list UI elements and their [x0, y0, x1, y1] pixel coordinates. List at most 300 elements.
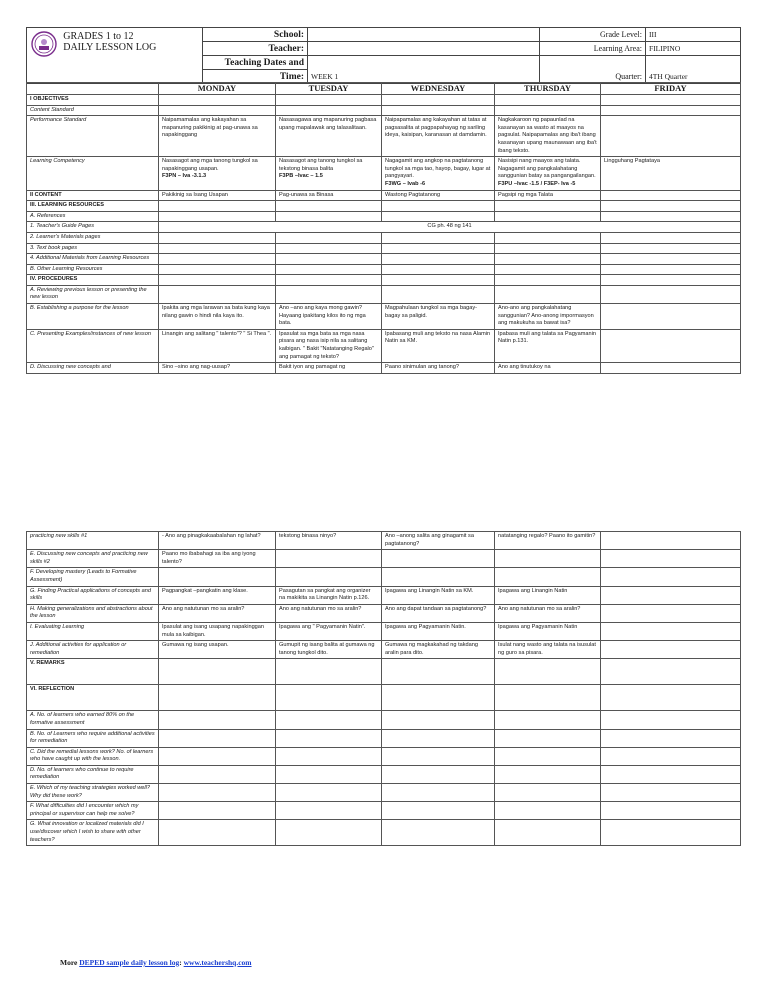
- row-label: A. Reviewing previous lesson or presenting the new lesson: [27, 285, 159, 303]
- day-cell[interactable]: [601, 254, 741, 265]
- day-cell[interactable]: [382, 304, 495, 330]
- day-cell[interactable]: [495, 304, 601, 330]
- cell-text: natatanging regalo? Paano ito gamitin?: [498, 533, 596, 539]
- competency-code: F3PB –Ivac – 1.5: [279, 173, 323, 180]
- row-label: 3. Text book pages: [27, 243, 159, 254]
- day-cell[interactable]: [276, 568, 382, 586]
- row-label: G. What innovation or localized materials did I use/discover which I wish to share with other teachers?: [27, 820, 159, 846]
- day-cell[interactable]: [495, 329, 601, 362]
- row-label: C. Did the remedial lessons work? No. of learners who have caught up with the lesson.: [27, 747, 159, 765]
- day-cell[interactable]: [382, 116, 495, 157]
- day-cell[interactable]: [601, 95, 741, 106]
- row-label: Content Standard: [27, 105, 159, 116]
- cell-text: Gumupit ng isang balita at gumawa ng tanong tungkol dito.: [279, 642, 375, 656]
- day-cell[interactable]: [382, 622, 495, 640]
- day-cell[interactable]: [276, 641, 382, 659]
- day-header: WEDNESDAY: [382, 83, 495, 95]
- cell-text: Sino –sino ang nag-uusap?: [162, 364, 231, 371]
- day-cell[interactable]: [601, 729, 741, 747]
- day-cell[interactable]: [382, 784, 495, 802]
- cell-text: Linangin ang salitang " talento"? " Si Thea ".: [162, 330, 272, 337]
- day-cell[interactable]: [159, 285, 276, 303]
- row-label: VI. REFLECTION: [27, 685, 159, 711]
- cell-text: Ano ang dapat tandaan sa pagtatanong?: [385, 605, 487, 612]
- table-row: [27, 363, 741, 374]
- dates-label: Teaching Dates and: [203, 56, 308, 70]
- day-cell[interactable]: [159, 550, 276, 568]
- cell-text: Ano ang natutunan mo sa aralin?: [162, 605, 245, 612]
- table-row: [27, 304, 741, 330]
- day-cell[interactable]: [495, 685, 601, 711]
- table-row: [27, 802, 741, 820]
- day-cell[interactable]: [382, 285, 495, 303]
- cell-text: Ano-ano ang pangkalahatang sanggunian? Ano-anong impormasyon ang makukuha sa bawat isa?: [498, 305, 594, 327]
- day-cell[interactable]: [601, 784, 741, 802]
- day-cell[interactable]: [382, 190, 495, 201]
- teachershq-link[interactable]: www.teachershq.com: [183, 958, 252, 967]
- day-cell[interactable]: [495, 586, 601, 604]
- teacher-field[interactable]: [308, 42, 540, 56]
- day-cell[interactable]: [601, 211, 741, 222]
- day-cell[interactable]: [382, 329, 495, 362]
- school-label: School:: [203, 28, 308, 42]
- day-cell[interactable]: [276, 329, 382, 362]
- day-cell[interactable]: [495, 820, 601, 846]
- cell-text: Gumawa ng magkakahad ng takdang aralin para dito.: [385, 642, 478, 656]
- day-cell[interactable]: [495, 254, 601, 265]
- day-cell[interactable]: [159, 95, 276, 106]
- day-cell[interactable]: [382, 264, 495, 275]
- day-header: THURSDAY: [495, 83, 601, 95]
- cell-text: Ipagawa ang " Pagyamanin Natin".: [279, 623, 366, 630]
- day-cell[interactable]: [495, 641, 601, 659]
- day-cell[interactable]: [382, 604, 495, 622]
- cell-text: Paano mo ibabahagi sa iba ang iyong talento?: [162, 551, 256, 565]
- day-cell[interactable]: [601, 363, 741, 374]
- day-cell[interactable]: [495, 264, 601, 275]
- day-cell[interactable]: [382, 765, 495, 783]
- day-cell[interactable]: [382, 641, 495, 659]
- cell-text: Ipagawa ang Linangin Natin sa KM.: [385, 587, 474, 594]
- day-cell[interactable]: [159, 363, 276, 374]
- day-cell[interactable]: [382, 157, 495, 190]
- day-cell[interactable]: [276, 622, 382, 640]
- day-cell[interactable]: [495, 363, 601, 374]
- day-cell[interactable]: [601, 232, 741, 243]
- competency-code: F3PN – Iva -3.1.3: [162, 173, 207, 180]
- day-cell[interactable]: [601, 765, 741, 783]
- day-cell[interactable]: [495, 747, 601, 765]
- table-row: [27, 659, 741, 685]
- day-cell[interactable]: [601, 604, 741, 622]
- day-cell[interactable]: [601, 105, 741, 116]
- day-cell[interactable]: [159, 586, 276, 604]
- day-cell[interactable]: [601, 747, 741, 765]
- day-header: TUESDAY: [276, 83, 382, 95]
- day-cell[interactable]: [159, 329, 276, 362]
- table-row: [27, 729, 741, 747]
- day-cell[interactable]: [276, 550, 382, 568]
- grade-level-value[interactable]: III: [646, 28, 741, 42]
- day-cell[interactable]: [159, 568, 276, 586]
- row-label: B. No. of Learners who require additional activities for remediation: [27, 729, 159, 747]
- cell-text: Pasagutan sa pangkat ang organizer na makikita sa Linangin Natin p.126.: [279, 587, 371, 602]
- day-cell[interactable]: [276, 254, 382, 265]
- row-label: D. No. of learners who continue to require remediation: [27, 765, 159, 783]
- table-row: [27, 604, 741, 622]
- day-cell[interactable]: [382, 586, 495, 604]
- day-cell[interactable]: [601, 157, 741, 190]
- day-cell[interactable]: [601, 329, 741, 362]
- table-row: [27, 568, 741, 586]
- day-cell[interactable]: [495, 105, 601, 116]
- day-cell[interactable]: [159, 105, 276, 116]
- day-cell[interactable]: [495, 211, 601, 222]
- day-cell[interactable]: [159, 729, 276, 747]
- school-field[interactable]: [308, 28, 540, 42]
- quarter-value[interactable]: 4TH Quarter: [646, 56, 741, 84]
- day-cell[interactable]: [382, 275, 495, 286]
- footer-note: [60, 958, 252, 967]
- day-cell[interactable]: [159, 157, 276, 190]
- day-cell[interactable]: [276, 659, 382, 685]
- day-cell[interactable]: [601, 116, 741, 157]
- day-header-row: [27, 83, 741, 95]
- day-cell[interactable]: [495, 232, 601, 243]
- day-cell[interactable]: [601, 622, 741, 640]
- cell-text: Ipasulat ang isang usapang napakinggan mula sa kaibigan.: [162, 623, 265, 638]
- table-row: [27, 641, 741, 659]
- day-cell[interactable]: [382, 243, 495, 254]
- day-cell[interactable]: [601, 641, 741, 659]
- day-cell[interactable]: [159, 232, 276, 243]
- day-cell[interactable]: [601, 550, 741, 568]
- day-cell[interactable]: [382, 211, 495, 222]
- cell-text: Paano sinimulan ang tanong?: [385, 364, 460, 371]
- day-cell[interactable]: [382, 232, 495, 243]
- competency-code: F3PU –Ivac -1.5 / F3EP- Iva -5: [498, 180, 576, 187]
- day-cell[interactable]: [382, 820, 495, 846]
- footer-separator: :: [179, 958, 184, 967]
- cell-text: Nasisipi nang maayos ang talata. Nagagamit ang pangkalahatang sanggunian batay sa pangangailangan.: [498, 158, 596, 180]
- table-row: [27, 285, 741, 303]
- footer-prefix: More: [60, 958, 80, 967]
- day-cell[interactable]: [382, 532, 495, 550]
- cell-text: - Ano ang pinagkakaabalahan ng lahat?: [162, 533, 261, 539]
- day-cell[interactable]: [382, 747, 495, 765]
- row-label: E. Discussing new concepts and practicing new skills #2: [27, 550, 159, 568]
- cell-text: Nasasagot ang mga tanong tungkol sa napakinggang usapan.: [162, 158, 258, 172]
- cell-text: tekstong binasa ninyo?: [279, 533, 337, 539]
- cell-text: Pagsipi ng mga Talata: [498, 191, 553, 198]
- day-cell[interactable]: [601, 190, 741, 201]
- day-cell[interactable]: [276, 586, 382, 604]
- cell-text: Ano –ano ang kaya mong gawin? Hayaang ipakitang kilos ito ng mga bata.: [279, 305, 366, 327]
- row-label: III. LEARNING RESOURCES: [27, 201, 159, 212]
- day-cell[interactable]: [159, 711, 276, 729]
- day-cell[interactable]: [382, 550, 495, 568]
- day-cell[interactable]: [276, 304, 382, 330]
- day-cell[interactable]: [601, 264, 741, 275]
- day-cell[interactable]: [601, 568, 741, 586]
- table-row: [27, 275, 741, 286]
- cell-text: Ipabasa muli ang talata sa Pagyamanin Natin p.131.: [498, 330, 596, 345]
- day-cell[interactable]: [159, 243, 276, 254]
- cell-text: Pagpangkat –pangkatin ang klase.: [162, 587, 248, 594]
- title-line-1: GRADES 1 to 12: [63, 31, 134, 42]
- row-label: II CONTENT: [27, 190, 159, 201]
- day-cell[interactable]: [601, 659, 741, 685]
- day-cell[interactable]: [276, 190, 382, 201]
- day-cell[interactable]: [159, 604, 276, 622]
- cell-text: Ano ang tinutukoy na: [498, 364, 551, 371]
- table-row: [27, 820, 741, 846]
- table-row: [27, 105, 741, 116]
- table-row: [27, 243, 741, 254]
- row-label: F. Developing mastery (Leads to Formative Assessment): [27, 568, 159, 586]
- day-cell[interactable]: [495, 711, 601, 729]
- row-label: D. Discussing new concepts and: [27, 363, 159, 374]
- row-label: I. Evaluating Learning: [27, 622, 159, 640]
- day-cell[interactable]: [495, 568, 601, 586]
- day-cell[interactable]: [495, 550, 601, 568]
- deped-seal-icon: [31, 31, 57, 57]
- day-cell[interactable]: [382, 254, 495, 265]
- day-cell[interactable]: [276, 604, 382, 622]
- quarter-label: Quarter:: [540, 56, 646, 84]
- row-label: C. Presenting Examples/instances of new lesson: [27, 329, 159, 362]
- competency-code: F3WG – Ivab -6: [385, 180, 426, 187]
- day-cell[interactable]: [495, 95, 601, 106]
- day-cell[interactable]: [276, 765, 382, 783]
- day-cell[interactable]: [276, 820, 382, 846]
- day-cell[interactable]: [276, 201, 382, 212]
- day-cell[interactable]: [382, 802, 495, 820]
- day-cell[interactable]: [276, 211, 382, 222]
- row-label: V. REMARKS: [27, 659, 159, 685]
- title-line-2: DAILY LESSON LOG: [63, 42, 157, 53]
- day-cell[interactable]: [601, 275, 741, 286]
- cell-text: Isulat nang wasto ang talata na isusulat ng guro sa pisara.: [498, 642, 596, 656]
- day-cell[interactable]: [495, 157, 601, 190]
- day-cell[interactable]: [276, 685, 382, 711]
- table-row: [27, 211, 741, 222]
- table-row: [27, 190, 741, 201]
- day-cell[interactable]: [276, 95, 382, 106]
- day-cell[interactable]: [382, 201, 495, 212]
- row-label: E. Which of my teaching strategies worked well? Why did these work?: [27, 784, 159, 802]
- day-cell[interactable]: [276, 116, 382, 157]
- day-cell[interactable]: [276, 264, 382, 275]
- learning-area-value[interactable]: FILIPINO: [646, 42, 741, 56]
- row-label: 4. Additional Materials from Learning Resources: [27, 254, 159, 265]
- dates-value[interactable]: WEEK 1: [308, 56, 540, 84]
- cell-text: Nasasagawa ang mapanuring pagbasa upang mapalawak ang talasalitaan.: [279, 117, 377, 131]
- day-cell[interactable]: [276, 784, 382, 802]
- row-label: B. Establishing a purpose for the lesson: [27, 304, 159, 330]
- cell-text: Ipasulat sa mga bata sa mga nasa pisara ang nasa isip nila sa salitang kaibigan. " Bakit "Natatanging Regalo" ang pamagat ng teksto?: [279, 330, 374, 360]
- day-cell[interactable]: [276, 747, 382, 765]
- table-row: [27, 685, 741, 711]
- row-label: B. Other Learning Resources: [27, 264, 159, 275]
- day-cell[interactable]: [495, 604, 601, 622]
- row-label: IV. PROCEDURES: [27, 275, 159, 286]
- table-row: [27, 711, 741, 729]
- day-cell[interactable]: [495, 243, 601, 254]
- day-cell[interactable]: [159, 820, 276, 846]
- day-cell[interactable]: [382, 729, 495, 747]
- cell-text: Ipagawa ang Pagyamanin Natin: [498, 623, 578, 630]
- day-cell[interactable]: [382, 95, 495, 106]
- day-cell[interactable]: [382, 711, 495, 729]
- row-label: G. Finding Practical applications of concepts and skills: [27, 586, 159, 604]
- day-cell[interactable]: [382, 363, 495, 374]
- day-cell[interactable]: [159, 264, 276, 275]
- day-cell[interactable]: [495, 532, 601, 550]
- day-cell[interactable]: [601, 802, 741, 820]
- day-cell[interactable]: [159, 659, 276, 685]
- row-label: A. No. of learners who earned 80% on the formative assessment: [27, 711, 159, 729]
- day-cell[interactable]: [601, 586, 741, 604]
- day-cell[interactable]: [159, 802, 276, 820]
- day-cell[interactable]: [495, 765, 601, 783]
- day-header: MONDAY: [159, 83, 276, 95]
- cell-text: Ano ang natutunan mo sa aralin?: [279, 605, 362, 612]
- table-row: [27, 201, 741, 212]
- day-cell[interactable]: [159, 190, 276, 201]
- table-row: [27, 765, 741, 783]
- corner-cell: [27, 83, 159, 95]
- day-cell[interactable]: [495, 729, 601, 747]
- day-cell[interactable]: [382, 685, 495, 711]
- day-cell[interactable]: [276, 802, 382, 820]
- table-row: [27, 95, 741, 106]
- day-cell[interactable]: [382, 568, 495, 586]
- row-label: I OBJECTIVES: [27, 95, 159, 106]
- day-cell[interactable]: [276, 363, 382, 374]
- cell-text: Nasasagot ang tanong tungkol sa tekstong binasa balita: [279, 158, 363, 172]
- row-label: 2. Learner's Materials pages: [27, 232, 159, 243]
- cell-text: Gumawa ng isang usapan.: [162, 642, 229, 649]
- day-cell[interactable]: [601, 201, 741, 212]
- day-cell[interactable]: [601, 243, 741, 254]
- day-cell[interactable]: [159, 641, 276, 659]
- cell-text: Wastong Pagtatanong: [385, 191, 441, 198]
- cell-text: Nagkakaroon ng papaunlad na kasanayan sa wasto at maayos na pagsulat. Naipapamalas ang iba't ibang kasanayan upang maunawaan ang iba't ibang teksto.: [498, 117, 597, 154]
- day-cell[interactable]: [601, 532, 741, 550]
- day-cell[interactable]: [159, 304, 276, 330]
- cell-text: Ipabasang muli ang teksto na nasa Alamin Natin sa KM.: [385, 330, 491, 345]
- table-row: [27, 232, 741, 243]
- day-cell[interactable]: [495, 659, 601, 685]
- day-cell[interactable]: [495, 116, 601, 157]
- day-cell[interactable]: [495, 622, 601, 640]
- cell-text: Lingguhang Pagtataya: [604, 158, 660, 165]
- cell-text: Ano ang natutunan mo sa aralin?: [498, 605, 581, 612]
- table-row: [27, 264, 741, 275]
- table-row: [27, 532, 741, 550]
- day-cell[interactable]: [276, 285, 382, 303]
- row-label: Performance Standard: [27, 116, 159, 157]
- header-table: [26, 27, 741, 84]
- day-cell[interactable]: [382, 105, 495, 116]
- table-row: [27, 329, 741, 362]
- day-cell[interactable]: [601, 711, 741, 729]
- day-cell[interactable]: [276, 532, 382, 550]
- day-cell[interactable]: [276, 105, 382, 116]
- day-cell[interactable]: [276, 157, 382, 190]
- teacher-label: Teacher:: [203, 42, 308, 56]
- day-cell[interactable]: [276, 232, 382, 243]
- grade-level-label: Grade Level:: [540, 28, 646, 42]
- day-cell[interactable]: [159, 622, 276, 640]
- table-row: [27, 622, 741, 640]
- cell-text: Nagagamit ang angkop na pagtatanong tungkol sa mga tao, hayop, bagay, lugar at pangyayari.: [385, 158, 491, 180]
- day-cell[interactable]: [159, 765, 276, 783]
- day-cell[interactable]: [159, 532, 276, 550]
- table-row: [27, 222, 741, 233]
- procedures-table-page1: [26, 82, 741, 374]
- day-cell[interactable]: [276, 711, 382, 729]
- day-cell[interactable]: [159, 201, 276, 212]
- day-cell[interactable]: [159, 254, 276, 265]
- row-label: Learning Competency: [27, 157, 159, 190]
- cell-text: Magpahulaan tungkol sa mga bagay-bagay sa paligid.: [385, 305, 478, 319]
- cell-text: Ipagawa ang Pagyamanin Natin.: [385, 623, 466, 630]
- cell-text: Pag-unawa sa Binasa: [279, 191, 334, 198]
- day-cell[interactable]: [495, 275, 601, 286]
- day-cell[interactable]: [276, 275, 382, 286]
- dll-link[interactable]: DEPED sample daily lesson log: [79, 958, 180, 967]
- row-label: H. Making generalizations and abstractions about the lesson: [27, 604, 159, 622]
- table-row: [27, 586, 741, 604]
- procedures-table-page2: [26, 531, 741, 846]
- day-cell[interactable]: [159, 275, 276, 286]
- day-cell[interactable]: [495, 802, 601, 820]
- merged-cell[interactable]: CG ph. 48 ng 141: [159, 222, 741, 233]
- title-cell: [27, 28, 203, 84]
- day-cell[interactable]: [159, 784, 276, 802]
- cell-text: Ipagawa ang Linangin Natin: [498, 587, 568, 594]
- day-cell[interactable]: [601, 285, 741, 303]
- table-row: [27, 157, 741, 190]
- day-cell[interactable]: [601, 820, 741, 846]
- row-label: 1. Teacher's Guide Pages: [27, 222, 159, 233]
- day-cell[interactable]: [495, 201, 601, 212]
- table-row: [27, 116, 741, 157]
- day-cell[interactable]: [159, 747, 276, 765]
- table-row: [27, 254, 741, 265]
- day-cell[interactable]: [495, 190, 601, 201]
- day-cell[interactable]: [601, 304, 741, 330]
- cell-text: Bakit iyon ang pamagat ng: [279, 364, 346, 371]
- cell-text: Pakikinig sa Isang Usapan: [162, 191, 228, 198]
- day-cell[interactable]: [159, 211, 276, 222]
- table-row: [27, 747, 741, 765]
- day-cell[interactable]: [601, 685, 741, 711]
- day-cell[interactable]: [382, 659, 495, 685]
- day-cell[interactable]: [159, 685, 276, 711]
- day-cell[interactable]: [276, 729, 382, 747]
- day-header: FRIDAY: [601, 83, 741, 95]
- day-cell[interactable]: [276, 243, 382, 254]
- row-label: J. Additional activities for application or remediation: [27, 641, 159, 659]
- row-label: A. References: [27, 211, 159, 222]
- day-cell[interactable]: [495, 784, 601, 802]
- cell-text: Naipapamalas ang kakayahan at tatas at pagsasalita at pagpapahayag ng sariling ideya, kaisipan, karanasan at damdamin.: [385, 117, 487, 139]
- day-cell[interactable]: [159, 116, 276, 157]
- day-cell[interactable]: [495, 285, 601, 303]
